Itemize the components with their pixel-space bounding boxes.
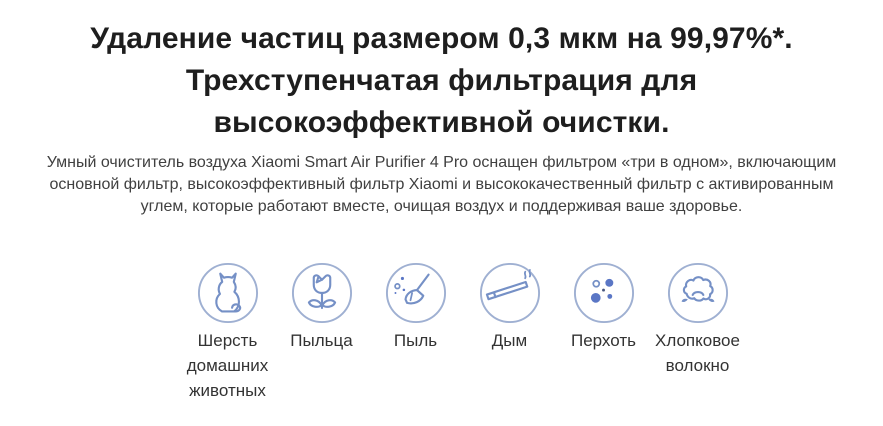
cat-icon <box>197 262 259 324</box>
broom-dust-icon <box>385 262 447 324</box>
dandruff-dots-icon <box>573 262 635 324</box>
cigarette-smoke-icon <box>479 262 541 324</box>
feature-label-dust: Пыль <box>393 331 438 350</box>
flower-pollen-icon <box>291 262 353 324</box>
feature-item-pollen <box>275 262 369 403</box>
feature-label-smoke: Дым <box>491 331 528 350</box>
feature-item-dandruff <box>557 262 651 403</box>
feature-label-cotton: Хлопковое волокно <box>655 331 740 375</box>
features-row <box>21 262 883 403</box>
title-line-1: Удаление частиц размером 0,3 мкм на 99,97%*. <box>90 22 793 55</box>
description-line-3: углем, которые работают вместе, очищая воздух и поддерживая ваше здоровье. <box>140 198 743 215</box>
description-line-1: Умный очиститель воздуха Xiaomi Smart Air Purifier 4 Pro оснащен фильтром «три в одном», включающим <box>46 154 837 171</box>
title-line-2: Трехступенчатая фильтрация для <box>185 64 698 97</box>
feature-item-pet-hair <box>181 262 275 403</box>
section-description <box>0 152 883 218</box>
title-line-3: высокоэффективной очистки. <box>213 106 670 139</box>
description-line-2: основной фильтр, высокоэффективный фильтр Xiaomi и высококачественный фильтр с активированным <box>49 176 834 193</box>
cotton-fiber-icon <box>667 262 729 324</box>
page-title <box>0 18 883 144</box>
feature-label-pollen: Пыльца <box>290 331 353 350</box>
feature-label-pet-hair: Шерсть домашних животных <box>186 331 269 400</box>
feature-item-smoke <box>463 262 557 403</box>
feature-item-cotton <box>651 262 745 403</box>
feature-label-dandruff: Перхоть <box>571 331 636 350</box>
feature-item-dust <box>369 262 463 403</box>
